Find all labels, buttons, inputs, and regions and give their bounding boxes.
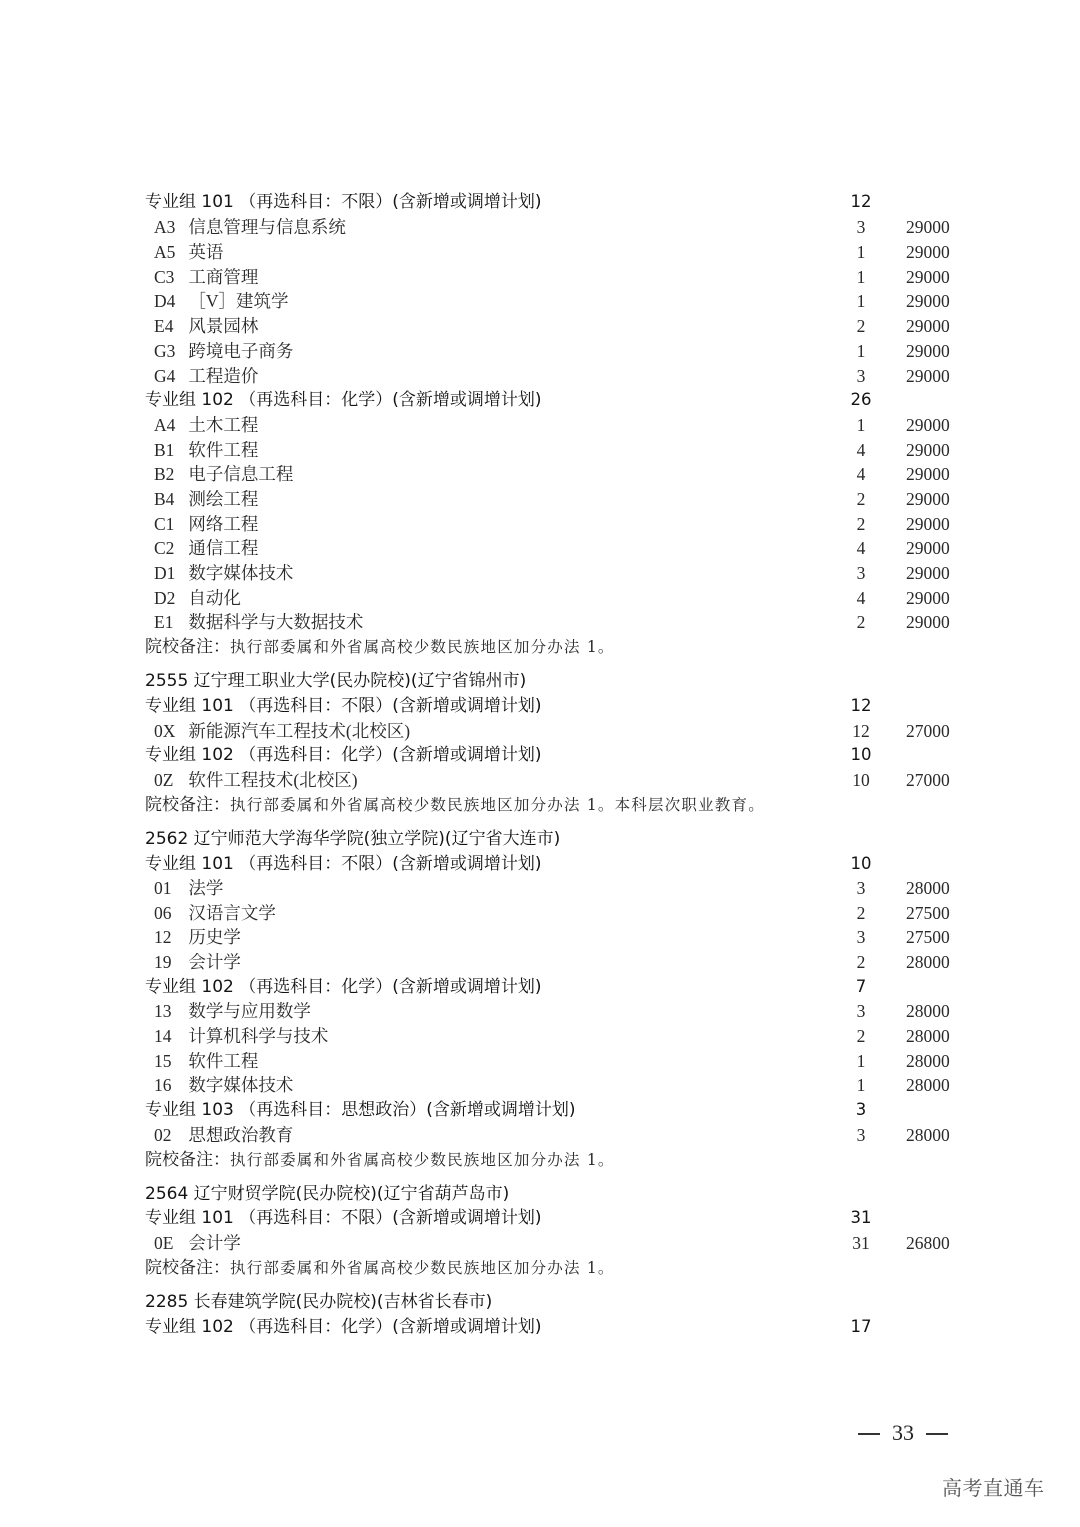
major-row bbox=[0, 413, 1080, 437]
tuition-fee: 29000 bbox=[906, 291, 950, 311]
note-text bbox=[145, 793, 765, 817]
major-row bbox=[0, 289, 1080, 313]
group-plan-count: 10 bbox=[850, 854, 872, 873]
group-plan-count: 12 bbox=[850, 192, 872, 211]
major-label bbox=[154, 950, 241, 974]
school-header bbox=[0, 1290, 1080, 1314]
major-name: 测绘工程 bbox=[188, 489, 259, 509]
major-row bbox=[0, 1049, 1080, 1073]
tuition-fee: 27500 bbox=[906, 903, 950, 923]
school-header bbox=[0, 1182, 1080, 1206]
school-note bbox=[0, 793, 1080, 817]
major-plan-count: 1 bbox=[856, 415, 866, 435]
major-plan-count: 3 bbox=[856, 1001, 866, 1021]
major-plan-count: 12 bbox=[852, 721, 870, 741]
major-plan-count: 1 bbox=[856, 267, 866, 287]
group-plan-count: 17 bbox=[850, 1317, 872, 1336]
major-code: 12 bbox=[154, 927, 172, 947]
major-row bbox=[0, 610, 1080, 634]
major-row bbox=[0, 438, 1080, 462]
tuition-fee: 27000 bbox=[906, 721, 950, 741]
note-body: 执行部委属和外省属高校少数民族地区加分办法 1。 bbox=[230, 1259, 615, 1277]
group-plan-count: 26 bbox=[850, 390, 872, 409]
major-name: 思想政治教育 bbox=[188, 1125, 294, 1145]
group-plan-count: 10 bbox=[850, 745, 872, 764]
group-label: 专业组 101 （再选科目：不限）(含新增或调增计划) bbox=[145, 192, 542, 212]
major-code: 16 bbox=[154, 1075, 172, 1095]
school-note bbox=[0, 1256, 1080, 1280]
major-code: E1 bbox=[154, 612, 174, 632]
major-label bbox=[154, 999, 311, 1023]
group-label: 专业组 102 （再选科目：化学）(含新增或调增计划) bbox=[145, 745, 542, 765]
major-row bbox=[0, 265, 1080, 289]
major-plan-count: 3 bbox=[856, 927, 866, 947]
major-plan-count: 31 bbox=[852, 1233, 870, 1253]
major-code: 19 bbox=[154, 952, 172, 972]
major-code: 06 bbox=[154, 903, 172, 923]
major-plan-count: 1 bbox=[856, 291, 866, 311]
tuition-fee: 28000 bbox=[906, 878, 950, 898]
major-label bbox=[154, 1231, 241, 1255]
tuition-fee: 29000 bbox=[906, 538, 950, 558]
major-plan-count: 3 bbox=[856, 217, 866, 237]
major-name: 跨境电子商务 bbox=[188, 341, 294, 361]
major-code: 13 bbox=[154, 1001, 172, 1021]
major-row bbox=[0, 586, 1080, 610]
major-name: 软件工程 bbox=[188, 1051, 259, 1071]
note-body: 执行部委属和外省属高校少数民族地区加分办法 1。本科层次职业教育。 bbox=[230, 796, 765, 814]
major-plan-count: 1 bbox=[856, 341, 866, 361]
major-name: 通信工程 bbox=[188, 538, 259, 558]
major-label bbox=[154, 413, 258, 437]
major-group-row bbox=[0, 190, 1080, 214]
group-label: 专业组 102 （再选科目：化学）(含新增或调增计划) bbox=[145, 977, 542, 997]
tuition-fee: 28000 bbox=[906, 952, 950, 972]
major-group-row bbox=[0, 388, 1080, 412]
tuition-fee: 27000 bbox=[906, 770, 950, 790]
major-label bbox=[154, 610, 363, 634]
tuition-fee: 29000 bbox=[906, 489, 950, 509]
tuition-fee: 29000 bbox=[906, 464, 950, 484]
tuition-fee: 29000 bbox=[906, 316, 950, 336]
major-group-row bbox=[0, 1206, 1080, 1230]
major-code: E4 bbox=[154, 316, 174, 336]
major-code: D2 bbox=[154, 588, 176, 608]
major-name: 工程造价 bbox=[188, 366, 259, 386]
page-number-footer bbox=[846, 1418, 960, 1448]
group-plan-count: 3 bbox=[855, 1100, 867, 1119]
major-plan-count: 4 bbox=[856, 538, 866, 558]
major-name: 信息管理与信息系统 bbox=[188, 217, 346, 237]
note-body: 执行部委属和外省属高校少数民族地区加分办法 1。 bbox=[230, 638, 615, 656]
major-name: 软件工程 bbox=[188, 440, 259, 460]
major-plan-count: 4 bbox=[856, 588, 866, 608]
tuition-fee: 29000 bbox=[906, 588, 950, 608]
tuition-fee: 27500 bbox=[906, 927, 950, 947]
major-label bbox=[154, 561, 293, 585]
major-name: 计算机科学与技术 bbox=[188, 1026, 329, 1046]
school-name: 2285 长春建筑学院(民办院校)(吉林省长春市) bbox=[145, 1292, 493, 1312]
tuition-fee: 29000 bbox=[906, 217, 950, 237]
major-code: 01 bbox=[154, 878, 172, 898]
group-label: 专业组 102 （再选科目：化学）(含新增或调增计划) bbox=[145, 390, 542, 410]
major-label bbox=[154, 438, 258, 462]
major-code: 0Z bbox=[154, 770, 174, 790]
major-group-row bbox=[0, 1315, 1080, 1339]
tuition-fee: 29000 bbox=[906, 440, 950, 460]
major-label bbox=[154, 536, 258, 560]
major-name: 网络工程 bbox=[188, 514, 259, 534]
major-row bbox=[0, 512, 1080, 536]
note-prefix: 院校备注： bbox=[145, 637, 230, 657]
group-plan-count: 31 bbox=[850, 1208, 872, 1227]
major-row bbox=[0, 240, 1080, 264]
major-name: 土木工程 bbox=[188, 415, 259, 435]
group-label: 专业组 101 （再选科目：不限）(含新增或调增计划) bbox=[145, 854, 542, 874]
major-plan-count: 1 bbox=[856, 1075, 866, 1095]
major-label bbox=[154, 462, 293, 486]
major-plan-count: 2 bbox=[856, 514, 866, 534]
major-row bbox=[0, 1073, 1080, 1097]
major-row bbox=[0, 1123, 1080, 1147]
group-plan-count: 12 bbox=[850, 696, 872, 715]
major-name: 工商管理 bbox=[188, 267, 259, 287]
major-name: 会计学 bbox=[188, 952, 241, 972]
major-code: C2 bbox=[154, 538, 175, 558]
major-name: 数学与应用数学 bbox=[188, 1001, 311, 1021]
major-code: 0X bbox=[154, 721, 176, 741]
major-plan-count: 3 bbox=[856, 1125, 866, 1145]
watermark: 高考直通车 bbox=[942, 1476, 1045, 1500]
major-name: 数字媒体技术 bbox=[188, 563, 294, 583]
major-plan-count: 2 bbox=[856, 489, 866, 509]
tuition-fee: 28000 bbox=[906, 1075, 950, 1095]
major-code: D4 bbox=[154, 291, 176, 311]
major-label bbox=[154, 512, 258, 536]
group-label: 专业组 101 （再选科目：不限）(含新增或调增计划) bbox=[145, 1208, 542, 1228]
major-row bbox=[0, 768, 1080, 792]
major-row bbox=[0, 925, 1080, 949]
major-plan-count: 4 bbox=[856, 440, 866, 460]
school-name: 2564 辽宁财贸学院(民办院校)(辽宁省葫芦岛市) bbox=[145, 1184, 510, 1204]
page-number: 33 bbox=[892, 1420, 914, 1445]
major-code: B1 bbox=[154, 440, 175, 460]
major-plan-count: 1 bbox=[856, 242, 866, 262]
major-name: 风景园林 bbox=[188, 316, 259, 336]
major-code: 0E bbox=[154, 1233, 174, 1253]
major-group-row bbox=[0, 975, 1080, 999]
major-plan-count: 3 bbox=[856, 878, 866, 898]
note-prefix: 院校备注： bbox=[145, 1150, 230, 1170]
major-label bbox=[154, 215, 346, 239]
major-name: 英语 bbox=[188, 242, 224, 262]
school-note bbox=[0, 1148, 1080, 1172]
major-group-row bbox=[0, 852, 1080, 876]
dash-left bbox=[858, 1433, 880, 1435]
major-code: C3 bbox=[154, 267, 175, 287]
major-code: B2 bbox=[154, 464, 175, 484]
major-code: A3 bbox=[154, 217, 176, 237]
major-row bbox=[0, 314, 1080, 338]
major-code: 02 bbox=[154, 1125, 172, 1145]
major-label bbox=[154, 1024, 328, 1048]
major-plan-count: 2 bbox=[856, 903, 866, 923]
school-header bbox=[0, 669, 1080, 693]
major-label bbox=[154, 1049, 258, 1073]
major-name: 会计学 bbox=[188, 1233, 241, 1253]
major-name: 数字媒体技术 bbox=[188, 1075, 294, 1095]
major-row bbox=[0, 950, 1080, 974]
major-row bbox=[0, 339, 1080, 363]
major-label bbox=[154, 719, 410, 743]
tuition-fee: 29000 bbox=[906, 563, 950, 583]
major-name: 软件工程技术(北校区) bbox=[188, 770, 358, 790]
tuition-fee: 29000 bbox=[906, 341, 950, 361]
school-name: 2555 辽宁理工职业大学(民办院校)(辽宁省锦州市) bbox=[145, 671, 527, 691]
major-group-row bbox=[0, 1098, 1080, 1122]
major-row bbox=[0, 1024, 1080, 1048]
major-code: D1 bbox=[154, 563, 176, 583]
major-group-row bbox=[0, 743, 1080, 767]
tuition-fee: 29000 bbox=[906, 612, 950, 632]
major-row bbox=[0, 876, 1080, 900]
major-code: B4 bbox=[154, 489, 175, 509]
school-header bbox=[0, 827, 1080, 851]
group-label: 专业组 102 （再选科目：化学）(含新增或调增计划) bbox=[145, 1317, 542, 1337]
tuition-fee: 28000 bbox=[906, 1026, 950, 1046]
major-code: 15 bbox=[154, 1051, 172, 1071]
major-code: 14 bbox=[154, 1026, 172, 1046]
major-plan-count: 3 bbox=[856, 563, 866, 583]
major-row bbox=[0, 999, 1080, 1023]
major-label bbox=[154, 265, 258, 289]
major-name: 新能源汽车工程技术(北校区) bbox=[188, 721, 411, 741]
major-label bbox=[154, 1123, 293, 1147]
major-name: 历史学 bbox=[188, 927, 241, 947]
major-name: 自动化 bbox=[188, 588, 241, 608]
major-label bbox=[154, 487, 258, 511]
major-name: 数据科学与大数据技术 bbox=[188, 612, 364, 632]
major-label bbox=[154, 339, 293, 363]
major-row bbox=[0, 561, 1080, 585]
note-prefix: 院校备注： bbox=[145, 1258, 230, 1278]
major-label bbox=[154, 901, 276, 925]
major-label bbox=[154, 364, 258, 388]
note-text bbox=[145, 1148, 615, 1172]
group-plan-count: 7 bbox=[855, 977, 867, 996]
major-label bbox=[154, 925, 241, 949]
group-label: 专业组 101 （再选科目：不限）(含新增或调增计划) bbox=[145, 696, 542, 716]
major-name: ［V］建筑学 bbox=[188, 291, 289, 311]
school-note bbox=[0, 635, 1080, 659]
tuition-fee: 29000 bbox=[906, 366, 950, 386]
major-label bbox=[154, 289, 289, 313]
group-label: 专业组 103 （再选科目：思想政治）(含新增或调增计划) bbox=[145, 1100, 576, 1120]
major-row bbox=[0, 487, 1080, 511]
major-plan-count: 2 bbox=[856, 1026, 866, 1046]
major-row bbox=[0, 901, 1080, 925]
major-row bbox=[0, 1231, 1080, 1255]
note-text bbox=[145, 1256, 615, 1280]
major-name: 法学 bbox=[188, 878, 224, 898]
major-label bbox=[154, 1073, 293, 1097]
tuition-fee: 29000 bbox=[906, 242, 950, 262]
major-code: G4 bbox=[154, 366, 176, 386]
major-row bbox=[0, 364, 1080, 388]
tuition-fee: 29000 bbox=[906, 267, 950, 287]
tuition-fee: 29000 bbox=[906, 514, 950, 534]
major-label bbox=[154, 586, 241, 610]
major-label bbox=[154, 240, 223, 264]
tuition-fee: 29000 bbox=[906, 415, 950, 435]
tuition-fee: 26800 bbox=[906, 1233, 950, 1253]
major-code: A4 bbox=[154, 415, 176, 435]
dash-right bbox=[926, 1433, 948, 1435]
major-row bbox=[0, 462, 1080, 486]
major-name: 电子信息工程 bbox=[188, 464, 294, 484]
major-plan-count: 3 bbox=[856, 366, 866, 386]
tuition-fee: 28000 bbox=[906, 1125, 950, 1145]
major-label bbox=[154, 768, 358, 792]
note-text bbox=[145, 635, 615, 659]
major-code: G3 bbox=[154, 341, 176, 361]
tuition-fee: 28000 bbox=[906, 1051, 950, 1071]
major-label bbox=[154, 314, 258, 338]
major-label bbox=[154, 876, 223, 900]
major-plan-count: 2 bbox=[856, 612, 866, 632]
major-row bbox=[0, 215, 1080, 239]
school-name: 2562 辽宁师范大学海华学院(独立学院)(辽宁省大连市) bbox=[145, 829, 561, 849]
major-plan-count: 1 bbox=[856, 1051, 866, 1071]
tuition-fee: 28000 bbox=[906, 1001, 950, 1021]
major-plan-count: 2 bbox=[856, 316, 866, 336]
major-code: A5 bbox=[154, 242, 176, 262]
note-prefix: 院校备注： bbox=[145, 795, 230, 815]
major-name: 汉语言文学 bbox=[188, 903, 276, 923]
major-row bbox=[0, 719, 1080, 743]
major-plan-count: 4 bbox=[856, 464, 866, 484]
major-group-row bbox=[0, 694, 1080, 718]
major-plan-count: 2 bbox=[856, 952, 866, 972]
note-body: 执行部委属和外省属高校少数民族地区加分办法 1。 bbox=[230, 1151, 615, 1169]
major-code: C1 bbox=[154, 514, 175, 534]
major-row bbox=[0, 536, 1080, 560]
major-plan-count: 10 bbox=[852, 770, 870, 790]
